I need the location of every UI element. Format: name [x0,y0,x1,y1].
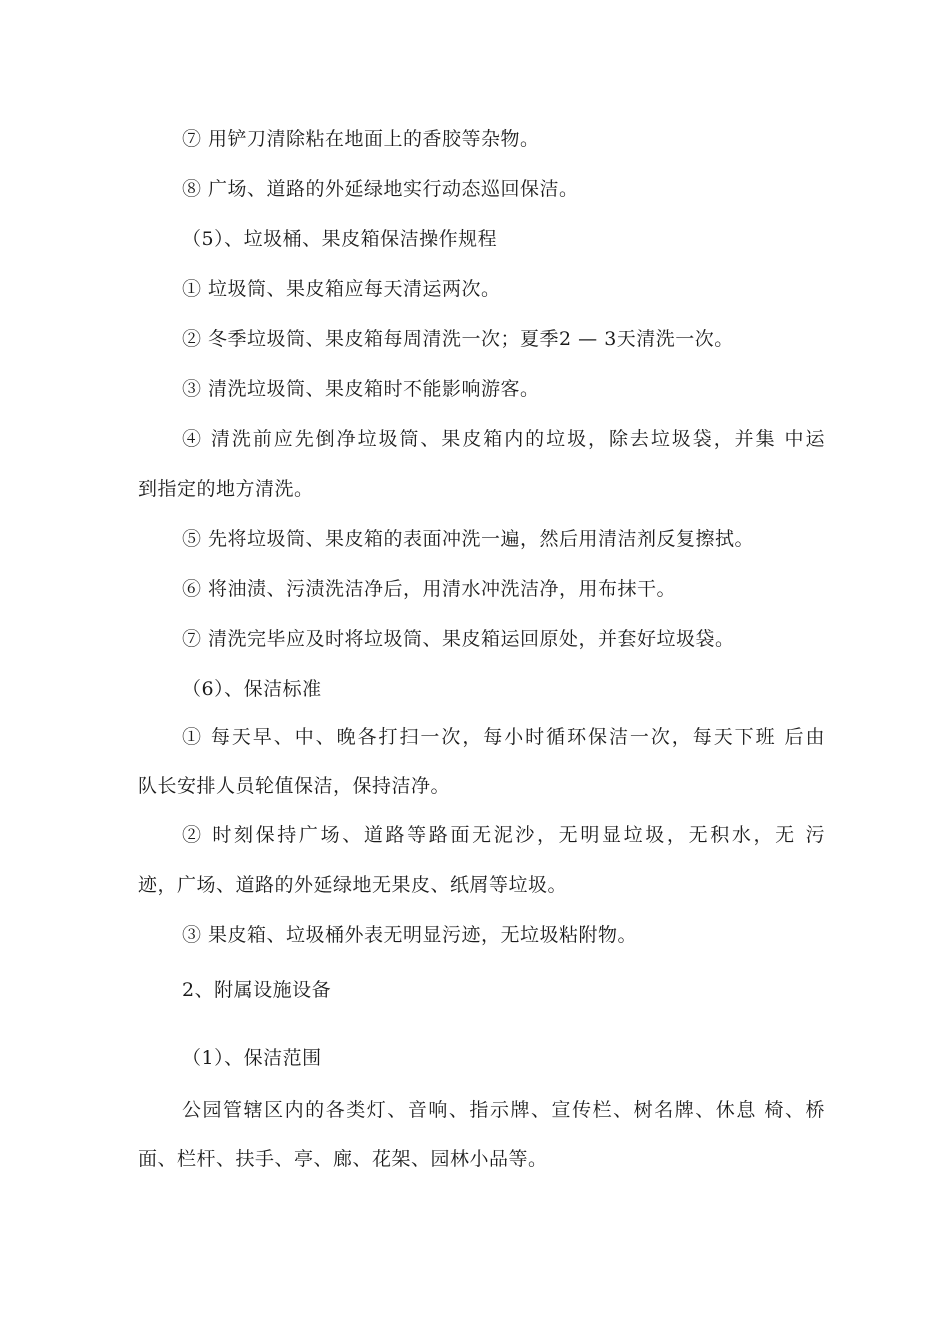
paragraph-line: ⑥ 将油渍、污渍洗洁净后，用清水冲洗洁净，用布抹干。 [182,578,677,600]
paragraph-line: ② 时刻保持广场、道路等路面无泥沙，无明显垃圾，无积水，无 污 [182,824,825,846]
section-heading: （1）、保洁范围 [182,1047,322,1069]
paragraph-line: 公园管辖区内的各类灯、音响、指示牌、宣传栏、树名牌、休息 椅、桥 [182,1099,825,1121]
paragraph-line: ④ 清洗前应先倒净垃圾筒、果皮箱内的垃圾，除去垃圾袋，并集 中运 [182,428,825,450]
paragraph-line: ⑤ 先将垃圾筒、果皮箱的表面冲洗一遍，然后用清洁剂反复擦拭。 [182,528,755,550]
paragraph-line: ⑦ 用铲刀清除粘在地面上的香胶等杂物。 [182,128,540,150]
section-heading: 2、附属设施设备 [182,979,332,1001]
paragraph-line: 队长安排人员轮值保洁，保持洁净。 [138,775,451,797]
paragraph-line: ⑧ 广场、道路的外延绿地实行动态巡回保洁。 [182,178,579,200]
paragraph-line: ③ 果皮箱、垃圾桶外表无明显污迹，无垃圾粘附物。 [182,924,638,946]
paragraph-line: ① 垃圾筒、果皮箱应每天清运两次。 [182,278,501,300]
paragraph-line: 到指定的地方清洗。 [138,478,314,500]
paragraph-line: 迹，广场、道路的外延绿地无果皮、纸屑等垃圾。 [138,874,568,896]
paragraph-line: ② 冬季垃圾筒、果皮箱每周清洗一次；夏季2 — 3天清洗一次。 [182,328,734,350]
paragraph-line: ③ 清洗垃圾筒、果皮箱时不能影响游客。 [182,378,540,400]
paragraph-line: 面、栏杆、扶手、亭、廊、花架、园林小品等。 [138,1148,548,1170]
paragraph-line: ① 每天早、中、晚各打扫一次，每小时循环保洁一次，每天下班 后由 [182,726,825,748]
section-heading: （6）、保洁标准 [182,678,322,700]
paragraph-line: ⑦ 清洗完毕应及时将垃圾筒、果皮箱运回原处，并套好垃圾袋。 [182,628,735,650]
section-heading: （5）、垃圾桶、果皮箱保洁操作规程 [182,228,498,250]
